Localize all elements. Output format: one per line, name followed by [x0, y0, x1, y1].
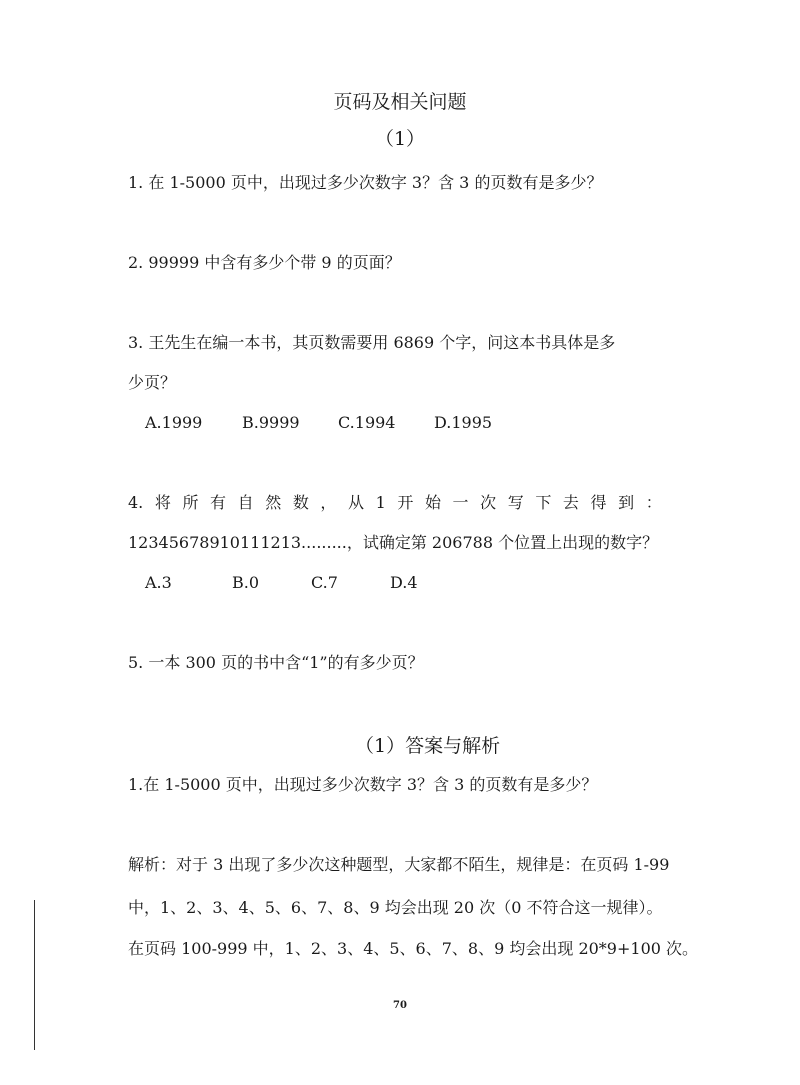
question-5: 5. 一本 300 页的书中含“1”的有多少页？: [128, 653, 424, 672]
question-4-line-1: 4. 将 所 有 自 然 数 ， 从 1 开 始 一 次 写 下 去 得 到 ：: [128, 493, 662, 512]
option-d: D.1995: [434, 413, 493, 432]
question-3-line-1: 3. 王先生在编一本书，其页数需要用 6869 个字，问这本书具体是多: [128, 333, 616, 352]
option-a: A.1999: [145, 413, 203, 432]
question-2: 2. 99999 中含有多少个带 9 的页面？: [128, 253, 401, 272]
section-label: （1）: [374, 128, 426, 150]
question-3-options: [145, 413, 492, 433]
question-1: 1. 在 1-5000 页中，出现过多少次数字 3？含 3 的页数有是多少？: [128, 173, 603, 192]
option-d: D.4: [390, 573, 418, 592]
option-c: C.1994: [338, 413, 396, 432]
option-a: A.3: [145, 573, 172, 592]
page-number: 70: [393, 1000, 407, 1011]
question-3-line-2: 少页？: [128, 373, 177, 392]
option-b: B.9999: [242, 413, 300, 432]
page-title: 页码及相关问题: [333, 91, 467, 113]
question-4-options: [145, 573, 418, 593]
option-b: B.0: [232, 573, 260, 592]
analysis-line-1: 解析：对于 3 出现了多少次这种题型，大家都不陌生，规律是：在页码 1-99: [128, 855, 670, 874]
analysis-line-2: 中，1、2、3、4、5、6、7、8、9 均会出现 20 次（0 不符合这一规律）。: [128, 898, 663, 917]
answer-heading: （1）答案与解析: [355, 735, 501, 757]
question-4-line-2: 12345678910111213.........，试确定第 206788 个位置上出现的数字？: [128, 533, 659, 552]
answer-question-1: 1.在 1-5000 页中，出现过多少次数字 3？含 3 的页数有是多少？: [128, 775, 598, 794]
analysis-line-3: 在页码 100-999 中，1、2、3、4、5、6、7、8、9 均会出现 20*9+100 次。: [128, 939, 699, 958]
option-c: C.7: [311, 573, 338, 592]
scan-edge-line: [34, 900, 35, 1050]
